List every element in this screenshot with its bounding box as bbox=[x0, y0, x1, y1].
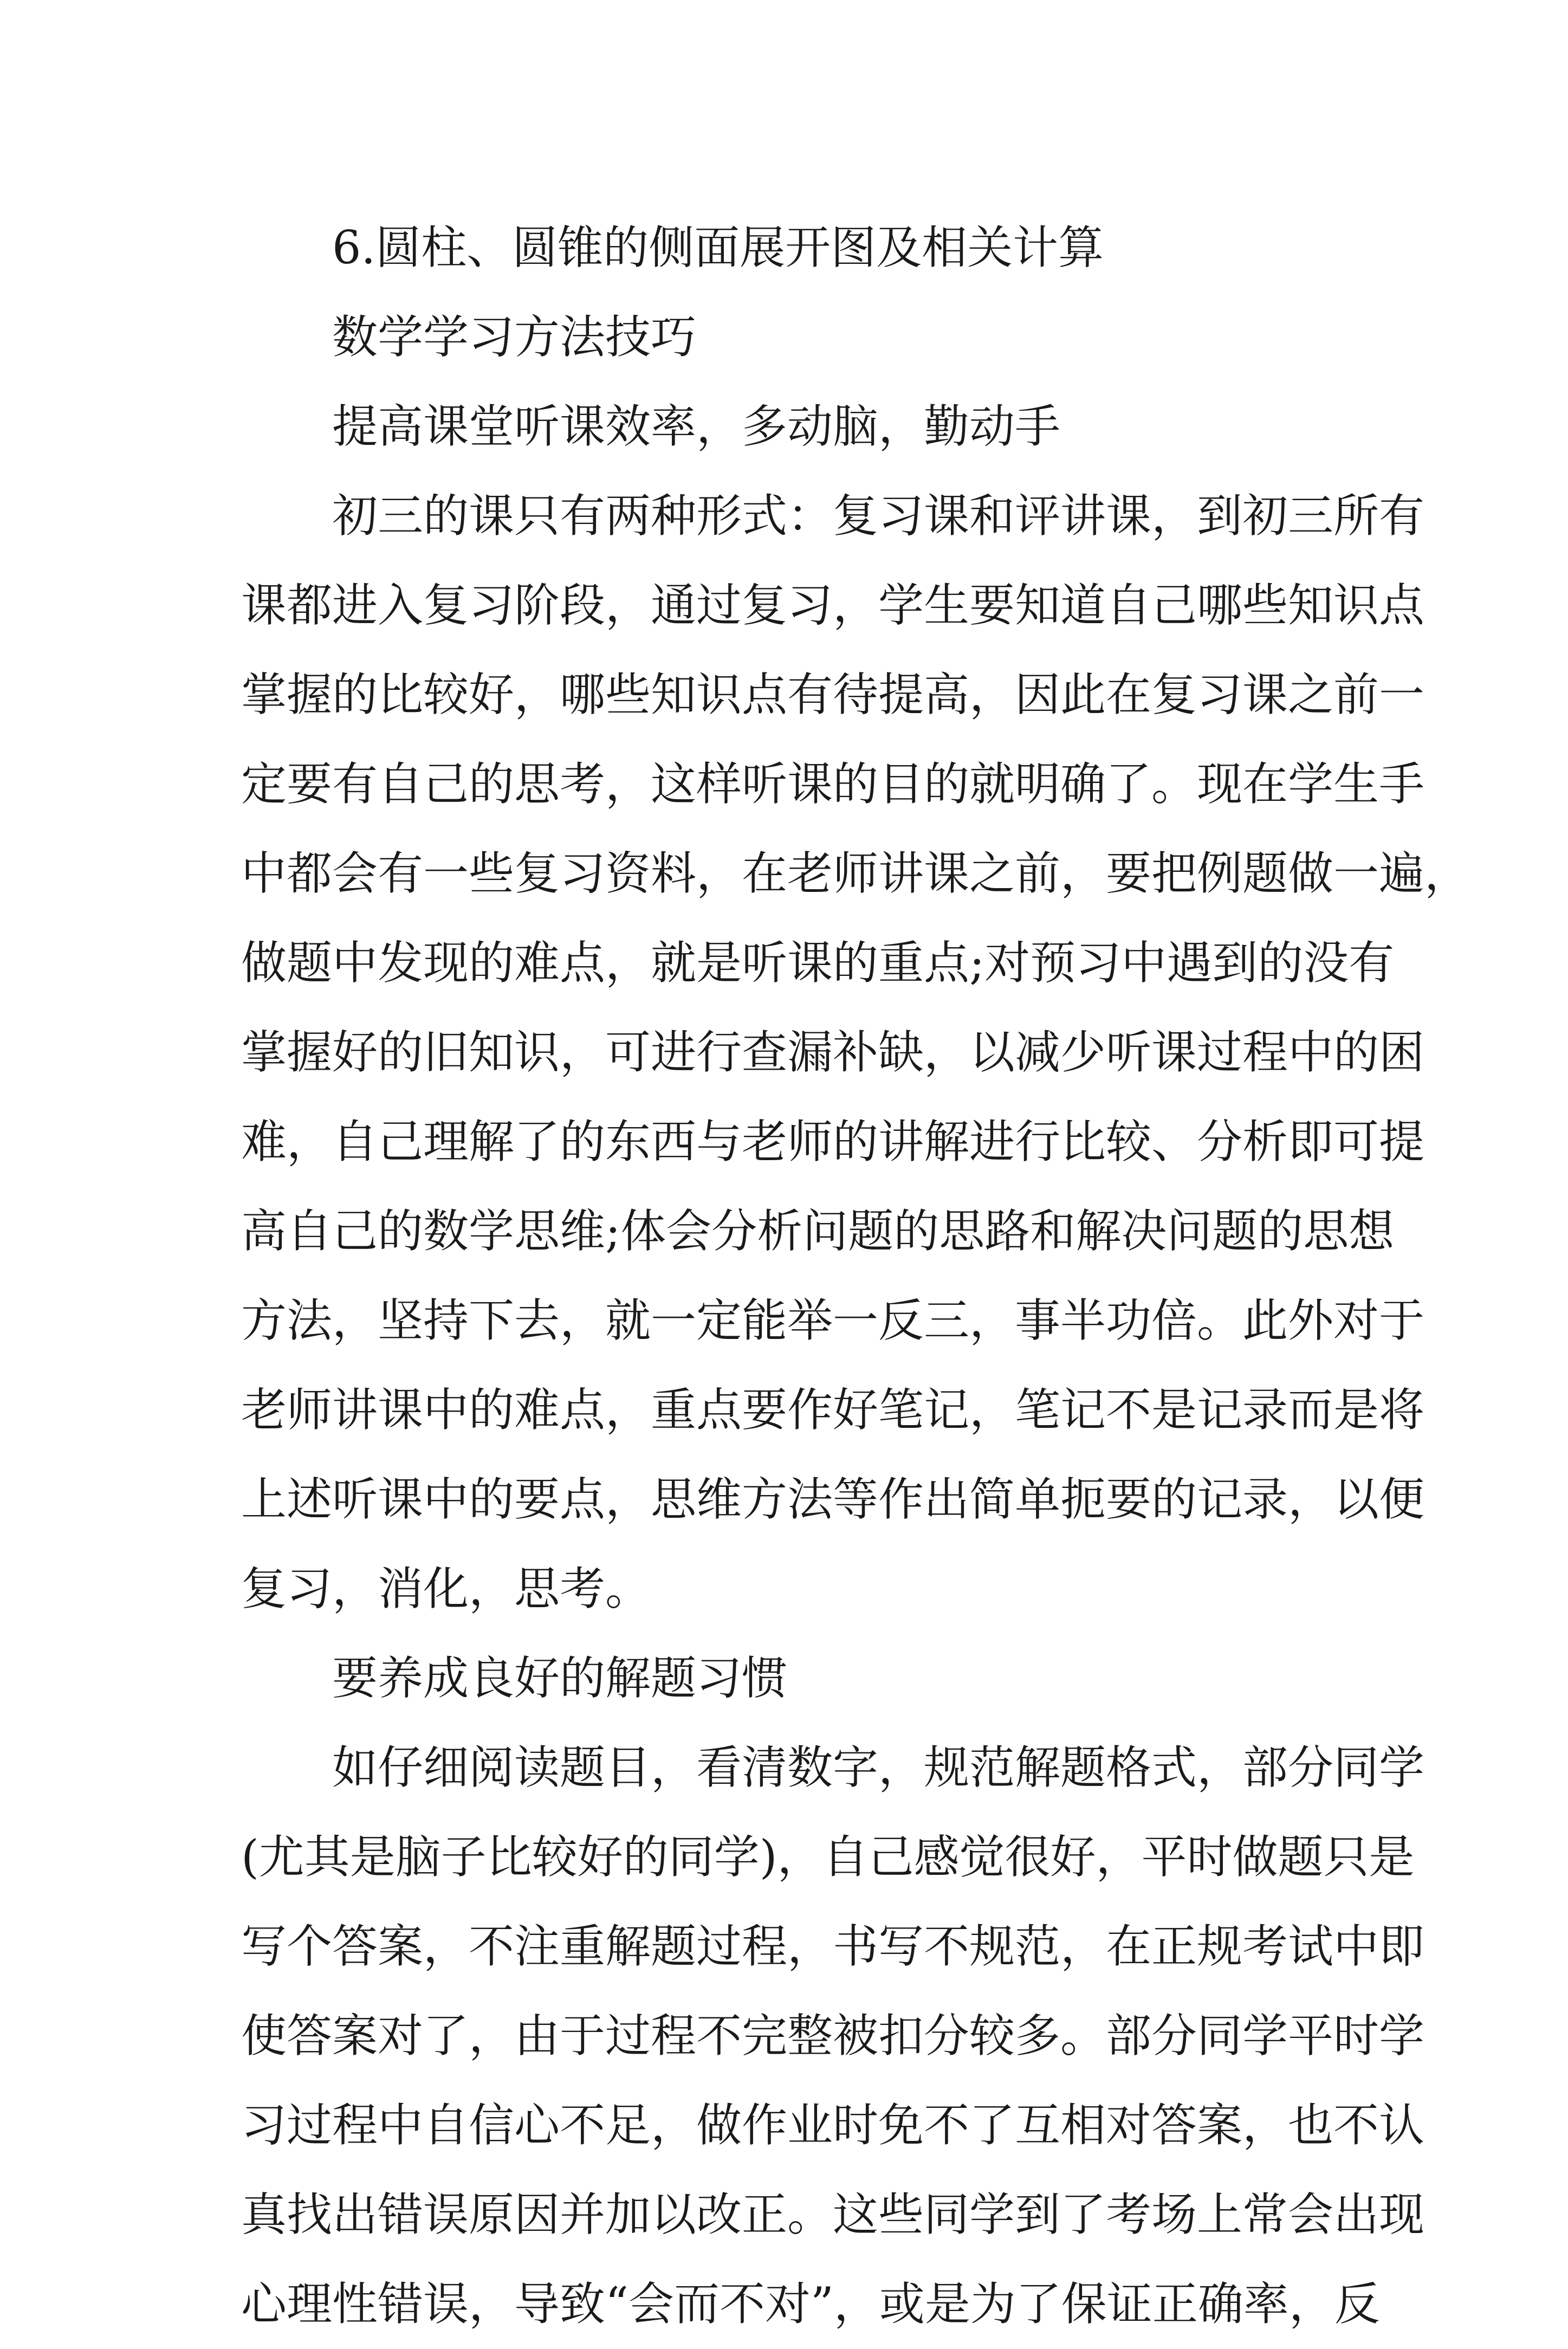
paragraph-line: 老师讲课中的难点，重点要作好笔记，笔记不是记录而是将 bbox=[241, 1383, 1425, 1436]
paragraph-line: 复习，消化，思考。 bbox=[241, 1562, 651, 1615]
paragraph-line: 高自己的数学思维;体会分析问题的思路和解决问题的思想 bbox=[241, 1205, 1395, 1258]
paragraph-line: 难，自己理解了的东西与老师的讲解进行比较、分析即可提 bbox=[241, 1115, 1425, 1168]
paragraph-line: 心理性错误，导致“会而不对”，或是为了保证正确率，反 bbox=[241, 2277, 1380, 2331]
paragraph-line: 使答案对了，由于过程不完整被扣分较多。部分同学平时学 bbox=[241, 2009, 1425, 2062]
paragraph-line: 定要有自己的思考，这样听课的目的就明确了。现在学生手 bbox=[241, 758, 1425, 811]
paragraph-line: 掌握好的旧知识，可进行查漏补缺，以减少听课过程中的困 bbox=[241, 1026, 1425, 1079]
paragraph-line: 方法，坚持下去，就一定能举一反三，事半功倍。此外对于 bbox=[241, 1294, 1425, 1347]
paragraph-line: 初三的课只有两种形式：复习课和评讲课，到初三所有 bbox=[332, 489, 1425, 542]
paragraph-line: 真找出错误原因并加以改正。这些同学到了考场上常会出现 bbox=[241, 2188, 1425, 2241]
paragraph-line: 掌握的比较好，哪些知识点有待提高，因此在复习课之前一 bbox=[241, 668, 1425, 721]
section-heading: 数学学习方法技巧 bbox=[332, 310, 697, 364]
subsection-heading: 要养成良好的解题习惯 bbox=[332, 1652, 788, 1705]
document-body bbox=[241, 203, 1470, 2349]
paragraph-line: 课都进入复习阶段，通过复习，学生要知道自己哪些知识点 bbox=[241, 579, 1425, 632]
paragraph-line: 写个答案，不注重解题过程，书写不规范，在正规考试中即 bbox=[241, 1920, 1425, 1973]
paragraph-line: (尤其是脑子比较好的同学)，自己感觉很好，平时做题只是 bbox=[241, 1830, 1415, 1884]
paragraph-line: 中都会有一些复习资料，在老师讲课之前，要把例题做一遍， bbox=[241, 847, 1470, 900]
paragraph-line: 如仔细阅读题目，看清数字，规范解题格式，部分同学 bbox=[332, 1741, 1425, 1794]
paragraph-line: 习过程中自信心不足，做作业时免不了互相对答案，也不认 bbox=[241, 2099, 1425, 2152]
text-line: 6.圆柱、圆锥的侧面展开图及相关计算 bbox=[332, 221, 1104, 274]
paragraph-line: 做题中发现的难点，就是听课的重点;对预习中遇到的没有 bbox=[241, 936, 1395, 989]
paragraph-line: 上述听课中的要点，思维方法等作出简单扼要的记录，以便 bbox=[241, 1473, 1425, 1526]
subsection-heading: 提高课堂听课效率，多动脑，勤动手 bbox=[332, 400, 1061, 453]
